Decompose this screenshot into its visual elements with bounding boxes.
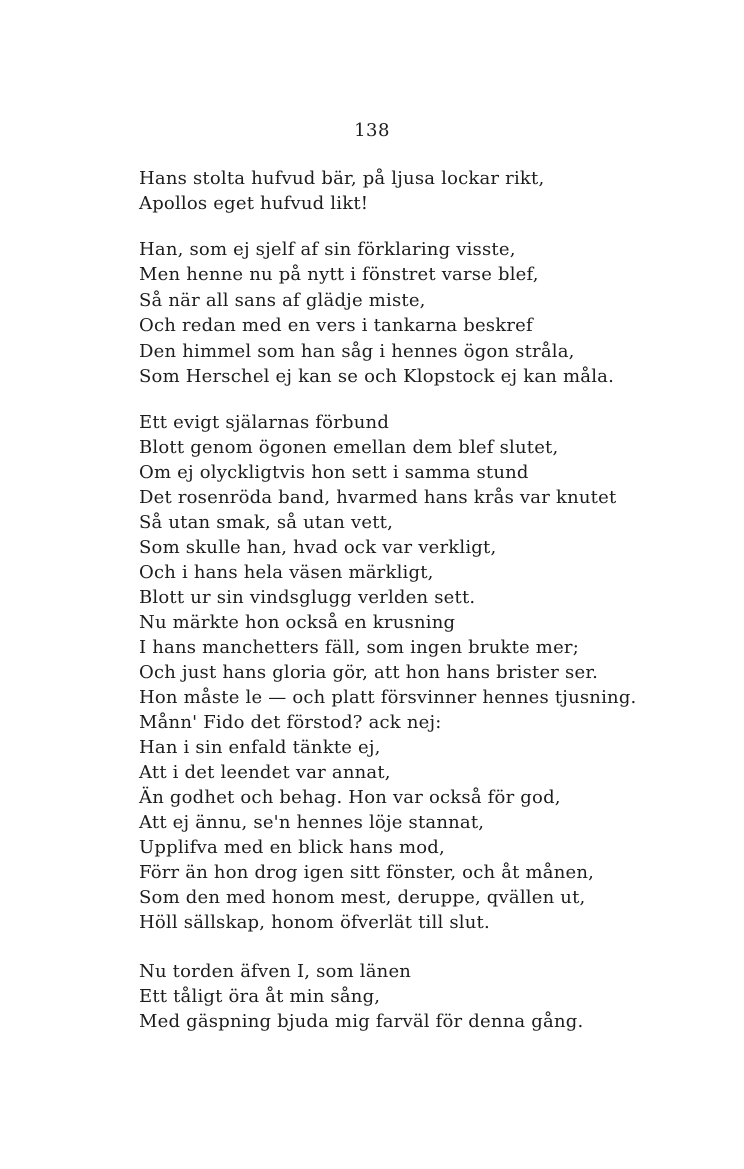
poem-line: Hans stolta hufvud bär, på ljusa lockar rikt, <box>139 168 545 189</box>
poem-line: Men henne nu på nytt i fönstret varse blef, <box>139 264 539 285</box>
poem-line: Så när all sans af glädje miste, <box>139 290 426 311</box>
poem-line: Den himmel som han såg i hennes ögon stråla, <box>139 341 575 362</box>
poem-line: Som Herschel ej kan se och Klopstock ej kan måla. <box>139 366 615 387</box>
poem-line: Blott ur sin vindsglugg verlden sett. <box>139 587 476 608</box>
page-number: 138 <box>354 120 390 141</box>
poem-line: Han, som ej sjelf af sin förklaring visste, <box>139 239 516 260</box>
poem-line: Om ej olyckligtvis hon sett i samma stund <box>139 462 529 483</box>
poem-line: Hon måste le — och platt försvinner hennes tjusning. <box>139 687 637 708</box>
poem-line: Nu torden äfven I, som länen <box>139 961 412 982</box>
poem-line: Med gäspning bjuda mig farväl för denna gång. <box>139 1011 584 1032</box>
poem-line: Upplifva med en blick hans mod, <box>139 837 445 858</box>
poem-line: Höll sällskap, honom öfverlät till slut. <box>139 912 490 933</box>
poem-line: Och just hans gloria gör, att hon hans brister ser. <box>139 662 599 683</box>
poem-line: Att i det leendet var annat, <box>139 762 391 783</box>
poem-line: Och redan med en vers i tankarna beskref <box>139 315 533 336</box>
poem-line: Ett evigt själarnas förbund <box>139 412 390 433</box>
poem-line: Och i hans hela väsen märkligt, <box>139 562 434 583</box>
poem-line: Som skulle han, hvad ock var verkligt, <box>139 537 497 558</box>
poem-line: Blott genom ögonen emellan dem blef slutet, <box>139 437 559 458</box>
poem-line: Så utan smak, så utan vett, <box>139 512 394 533</box>
poem-line: Som den med honom mest, deruppe, qvällen ut, <box>139 887 586 908</box>
poem-line: Det rosenröda band, hvarmed hans krås var knutet <box>139 487 617 508</box>
poem-line: Ett tåligt öra åt min sång, <box>139 986 381 1007</box>
poem-line: Han i sin enfald tänkte ej, <box>139 737 381 758</box>
poem-line: Än godhet och behag. Hon var också för god, <box>139 787 561 808</box>
poem-line: I hans manchetters fäll, som ingen brukte mer; <box>139 637 579 658</box>
poem-line: Förr än hon drog igen sitt fönster, och åt månen, <box>139 862 595 883</box>
poem-line: Apollos eget hufvud likt! <box>139 193 369 214</box>
poem-line: Månn' Fido det förstod? ack nej: <box>139 712 442 733</box>
poem-line: Nu märkte hon också en krusning <box>139 612 456 633</box>
poem-line: Att ej ännu, se'n hennes löje stannat, <box>139 812 485 833</box>
